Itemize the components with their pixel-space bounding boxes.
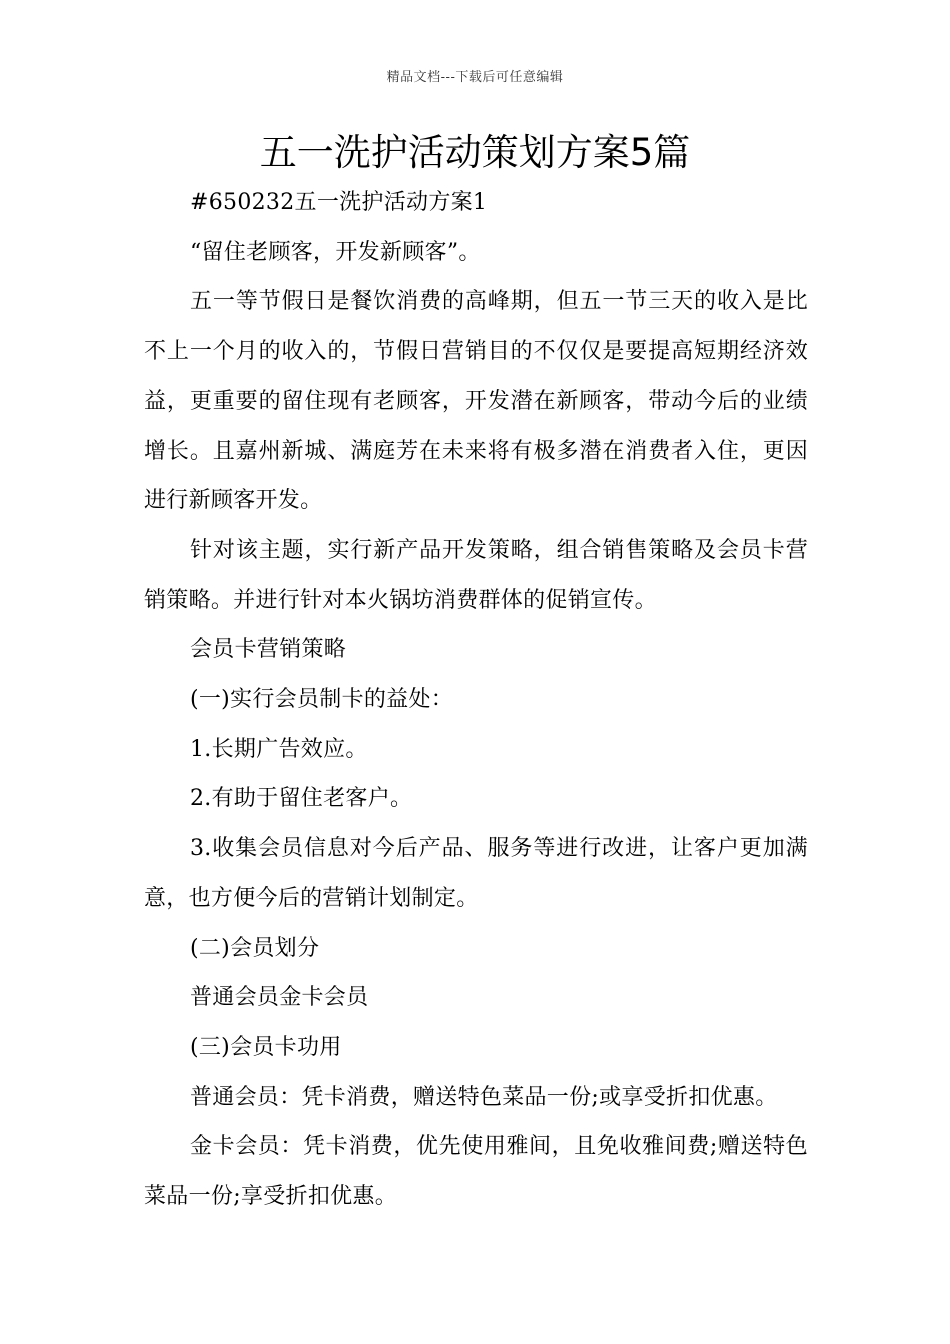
document-title: 五一洗护活动策划方案5篇	[259, 131, 691, 174]
paragraph-tiers: 普通会员金卡会员	[190, 985, 369, 1011]
list-item-benefit-2: 2.有助于留住老客户。	[190, 786, 413, 812]
document-body	[144, 178, 808, 1222]
list-item-benefit-1: 1.长期广告效应。	[190, 736, 368, 762]
list-item-benefit-3: 3.收集会员信息对今后产品、服务等进行改进，让客户更加满意，也方便今后的营销计划制定。	[144, 836, 808, 911]
section-heading-functions: (三)会员卡功用	[190, 1034, 342, 1060]
document-subtitle: #650232五一洗护活动方案1	[190, 190, 488, 215]
paragraph-slogan: “留住老顾客，开发新顾客”。	[190, 239, 481, 265]
section-heading-tiers: (二)会员划分	[190, 935, 320, 961]
section-heading-benefits: (一)实行会员制卡的益处：	[190, 687, 454, 713]
paragraph-gold-member: 金卡会员：凭卡消费，优先使用雅间，且免收雅间费;赠送特色菜品一份;享受折扣优惠。	[144, 1134, 808, 1210]
paragraph-regular-member: 普通会员：凭卡消费，赠送特色菜品一份;或享受折扣优惠。	[190, 1084, 778, 1110]
section-heading-membership: 会员卡营销策略	[190, 637, 347, 663]
paragraph-strategy: 针对该主题，实行新产品开发策略，组合销售策略及会员卡营销策略。并进行针对本火锅坊消费群体的促销宣传。	[144, 537, 808, 613]
paragraph-intro: 五一等节假日是餐饮消费的高峰期，但五一节三天的收入是比不上一个月的收入的，节假日营销目的不仅仅是要提高短期经济效益，更重要的留住现有老顾客，开发潜在新顾客，带动今后的业绩增长。且嘉州新城、满庭芳在未来将有极多潜在消费者入住，更因进行新顾客开发。	[144, 289, 808, 514]
page-header: 精品文档---下载后可任意编辑	[386, 70, 564, 85]
